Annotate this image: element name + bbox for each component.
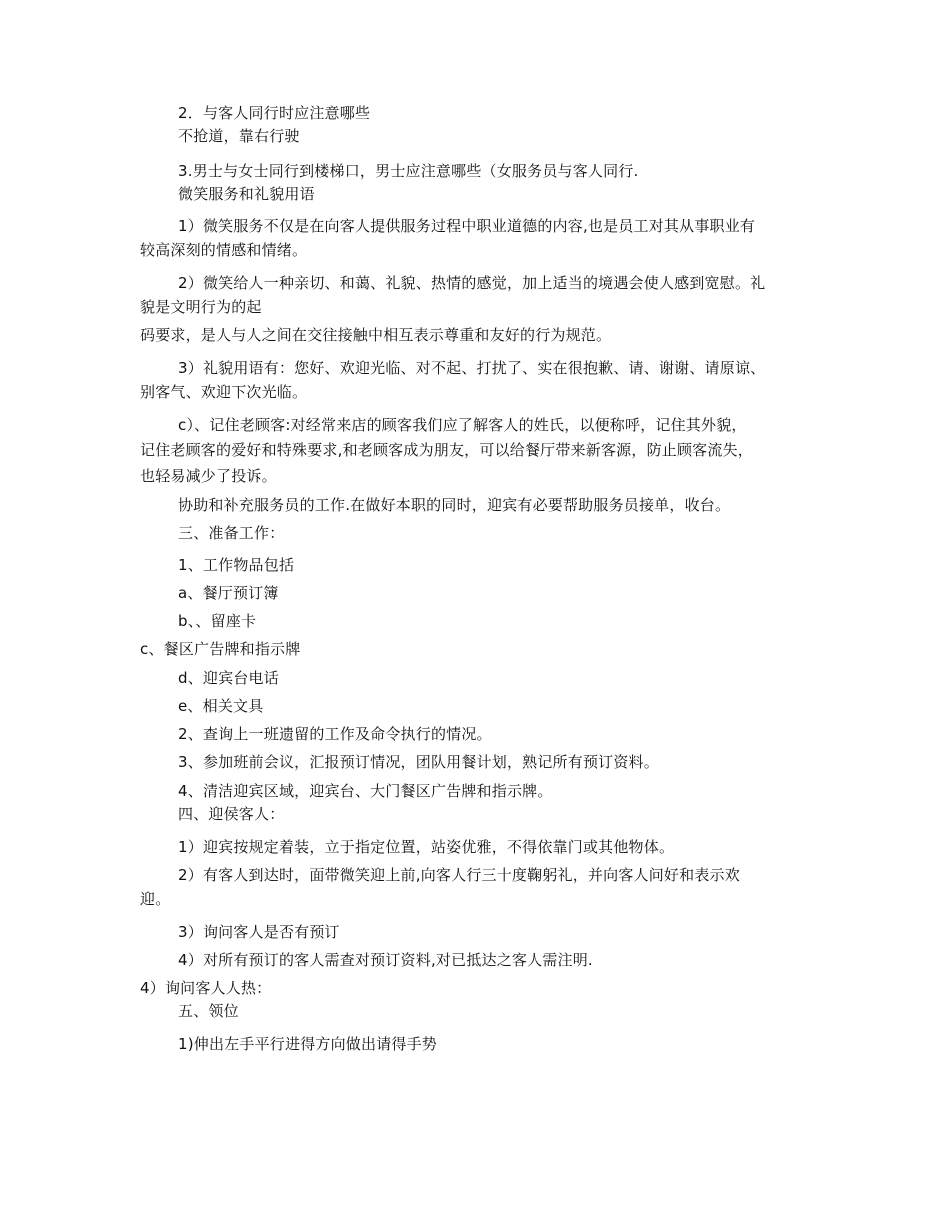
text-line: d、迎宾台电话 — [178, 669, 279, 687]
text-line: 码要求，是人与人之间在交往接触中相互表示尊重和友好的行为规范。 — [140, 326, 612, 344]
text-line: c）、记住老顾客:对经常来店的顾客我们应了解客人的姓氏，以便称呼，记住其外貌， — [178, 416, 747, 434]
text-line: 4）询问客人人热： — [140, 979, 272, 997]
text-line: 迎。 — [140, 890, 171, 908]
text-line: 记住老顾客的爱好和特殊要求,和老顾客成为朋友，可以给餐厅带来新客源，防止顾客流失， — [140, 441, 753, 459]
text-line: 较高深刻的情感和情绪。 — [140, 241, 308, 259]
text-line: 貌是文明行为的起 — [140, 298, 262, 316]
section-heading: 五、领位 — [178, 1002, 239, 1020]
text-line: 4）对所有预订的客人需查对预订资料,对已抵达之客人需注明. — [178, 951, 593, 969]
text-line: 2、查询上一班遗留的工作及命令执行的情况。 — [178, 725, 492, 743]
text-line: 1)伸出左手平行进得方向做出请得手势 — [178, 1035, 437, 1053]
text-line: e、相关文具 — [178, 697, 264, 715]
text-line: 协助和补充服务员的工作.在做好本职的同时，迎宾有必要帮助服务员接单，收台。 — [178, 496, 731, 514]
text-line: 1）微笑服务不仅是在向客人提供服务过程中职业道德的内容,也是员工对其从事职业有 — [178, 217, 756, 235]
text-line: 2．与客人同行时应注意哪些 — [178, 104, 371, 122]
text-line: 3、参加班前会议，汇报预订情况，团队用餐计划，熟记所有预订资料。 — [178, 753, 659, 771]
text-line: 也轻易减少了投诉。 — [140, 467, 277, 485]
text-line: b、、留座卡 — [178, 612, 257, 630]
section-heading: 三、准备工作： — [178, 524, 285, 542]
text-line: c、餐区广告牌和指示牌 — [140, 640, 301, 658]
text-line: 4、清洁迎宾区域，迎宾台、大门餐区广告牌和指示牌。 — [178, 782, 553, 800]
text-line: 微笑服务和礼貌用语 — [178, 185, 315, 203]
text-line: 2）有客人到达时，面带微笑迎上前,向客人行三十度鞠躬礼，并向客人问好和表示欢 — [178, 866, 740, 884]
text-line: a、餐厅预订簿 — [178, 584, 279, 602]
text-line: 2）微笑给人一种亲切、和蔼、礼貌、热情的感觉，加上适当的境遇会使人感到宽慰。礼 — [178, 274, 766, 292]
text-line: 3）礼貌用语有：您好、欢迎光临、对不起、打扰了、实在很抱歉、请、谢谢、请原谅、 — [178, 359, 766, 377]
text-line: 不抢道，靠右行驶 — [178, 127, 300, 145]
text-line: 别客气、欢迎下次光临。 — [140, 383, 308, 401]
text-line: 1）迎宾按规定着装，立于指定位置，站姿优雅，不得依靠门或其他物体。 — [178, 838, 675, 856]
text-line: 3）询问客人是否有预订 — [178, 923, 340, 941]
text-line: 1、工作物品包括 — [178, 556, 295, 574]
text-line: 3.男士与女士同行到楼梯口，男士应注意哪些（女服务员与客人同行. — [178, 162, 639, 180]
section-heading: 四、迎侯客人： — [178, 805, 285, 823]
